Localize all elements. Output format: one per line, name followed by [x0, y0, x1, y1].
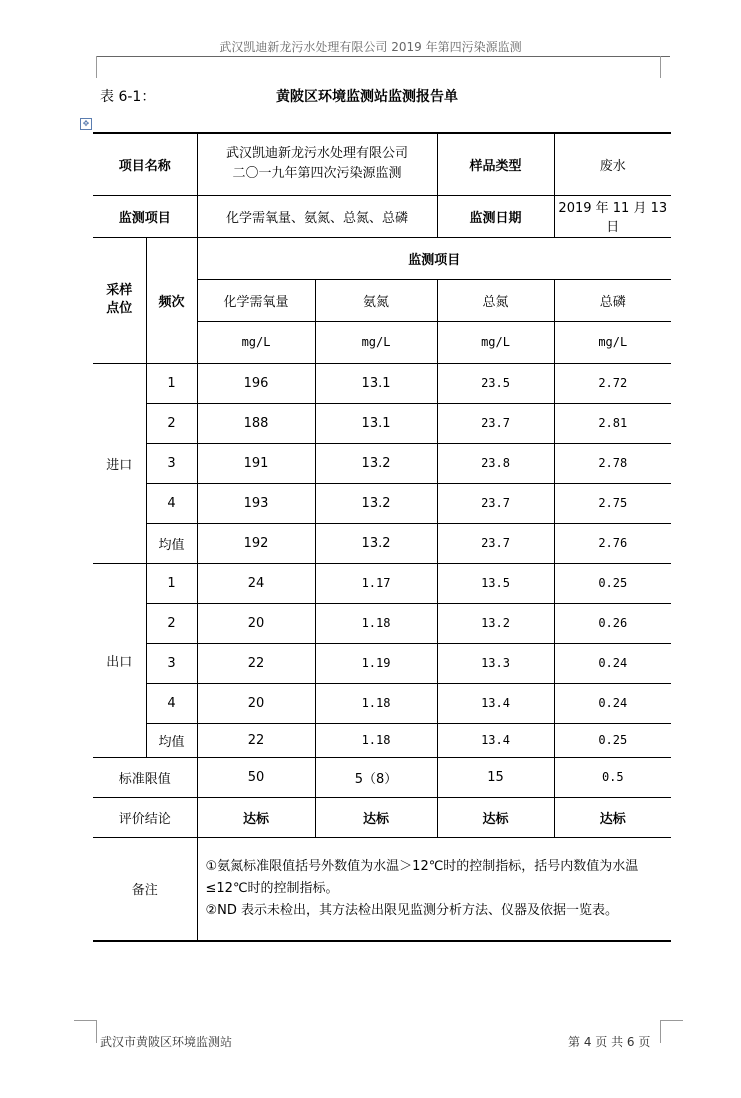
value-cell: 192	[197, 523, 315, 563]
evaluation-value: 达标	[315, 797, 437, 837]
col-header-tn: 总氮	[437, 279, 554, 321]
freq-cell: 1	[146, 363, 197, 403]
value-cell: 1.18	[315, 683, 437, 723]
standard-value: 0.5	[554, 757, 671, 797]
value-cell: 0.25	[554, 563, 671, 603]
value-cell: 191	[197, 443, 315, 483]
value-cell: 13.3	[437, 643, 554, 683]
value-cell: 193	[197, 483, 315, 523]
value-cell: 23.8	[437, 443, 554, 483]
monitor-group-header: 监测项目	[197, 237, 671, 279]
freq-cell: 3	[146, 443, 197, 483]
freq-cell: 1	[146, 563, 197, 603]
value-cell: 1.19	[315, 643, 437, 683]
project-name-value	[197, 133, 437, 195]
value-cell: 1.18	[315, 723, 437, 757]
value-cell: 13.2	[437, 603, 554, 643]
report-table	[93, 132, 671, 942]
standard-row	[93, 757, 671, 797]
freq-cell: 2	[146, 403, 197, 443]
standard-value: 5（8）	[315, 757, 437, 797]
remark-2: ②ND 表示未检出，其方法检出限见监测分析方法、仪器及依据一览表。	[205, 902, 619, 918]
col-header-ammonia: 氨氮	[315, 279, 437, 321]
value-cell: 0.24	[554, 643, 671, 683]
value-cell: 2.76	[554, 523, 671, 563]
footer-page-number: 第 4 页 共 6 页	[568, 1035, 651, 1049]
table-row	[93, 403, 671, 443]
value-cell: 22	[197, 723, 315, 757]
table-row	[93, 523, 671, 563]
freq-cell: 2	[146, 603, 197, 643]
table-move-handle-icon[interactable]: ✥	[80, 118, 92, 130]
freq-cell: 3	[146, 643, 197, 683]
crop-mark-bottom-right	[660, 1020, 683, 1043]
standard-value: 15	[437, 757, 554, 797]
evaluation-row	[93, 797, 671, 837]
value-cell: 23.7	[437, 403, 554, 443]
value-cell: 13.2	[315, 443, 437, 483]
project-row	[93, 133, 671, 195]
value-cell: 2.75	[554, 483, 671, 523]
table-row	[93, 443, 671, 483]
value-cell: 1.17	[315, 563, 437, 603]
project-name-label: 项目名称	[93, 133, 197, 195]
unit-tp: mg/L	[554, 321, 671, 363]
report-title: 黄陂区环境监测站监测报告单	[276, 89, 458, 105]
value-cell: 13.1	[315, 363, 437, 403]
evaluation-value: 达标	[554, 797, 671, 837]
remarks-row	[93, 837, 671, 941]
value-cell: 13.2	[315, 483, 437, 523]
table-row	[93, 683, 671, 723]
value-cell: 13.5	[437, 563, 554, 603]
freq-cell: 4	[146, 483, 197, 523]
table-row	[93, 363, 671, 403]
table-row	[93, 603, 671, 643]
project-name-line2: 二〇一九年第四次污染源监测	[232, 166, 402, 182]
col-header-cod: 化学需氧量	[197, 279, 315, 321]
sample-type-label: 样品类型	[437, 133, 554, 195]
unit-ammonia: mg/L	[315, 321, 437, 363]
table-row	[93, 723, 671, 757]
footer-org: 武汉市黄陂区环境监测站	[100, 1035, 233, 1049]
header-rule	[96, 56, 670, 57]
evaluation-label: 评价结论	[93, 797, 197, 837]
table-row	[93, 563, 671, 603]
freq-cell: 4	[146, 683, 197, 723]
remarks-content	[197, 837, 671, 941]
value-cell: 13.1	[315, 403, 437, 443]
crop-mark-bottom-left	[74, 1020, 97, 1043]
project-name-line1: 武汉凯迪新龙污水处理有限公司	[226, 146, 409, 162]
value-cell: 0.24	[554, 683, 671, 723]
monitor-items-value: 化学需氧量、氨氮、总氮、总磷	[197, 195, 437, 237]
value-cell: 13.4	[437, 683, 554, 723]
value-cell: 1.18	[315, 603, 437, 643]
evaluation-value: 达标	[197, 797, 315, 837]
site-header: 采样 点位	[93, 237, 146, 363]
monitor-items-label: 监测项目	[93, 195, 197, 237]
monitor-date-label: 监测日期	[437, 195, 554, 237]
value-cell: 20	[197, 683, 315, 723]
value-cell: 0.25	[554, 723, 671, 757]
crop-mark-top-left	[74, 56, 97, 78]
inlet-label: 进口	[93, 363, 146, 563]
col-header-tp: 总磷	[554, 279, 671, 321]
unit-cod: mg/L	[197, 321, 315, 363]
value-cell: 2.81	[554, 403, 671, 443]
table-row	[93, 643, 671, 683]
outlet-label: 出口	[93, 563, 146, 757]
crop-mark-top-right	[660, 56, 683, 78]
items-row	[93, 195, 671, 237]
freq-cell: 均值	[146, 723, 197, 757]
freq-cell: 均值	[146, 523, 197, 563]
evaluation-value: 达标	[437, 797, 554, 837]
header-row-1	[93, 237, 671, 279]
monitor-date-value: 2019 年 11 月 13 日	[554, 195, 671, 237]
value-cell: 20	[197, 603, 315, 643]
running-header: 武汉凯迪新龙污水处理有限公司 2019 年第四污染源监测	[219, 40, 522, 54]
standard-value: 50	[197, 757, 315, 797]
standard-label: 标准限值	[93, 757, 197, 797]
value-cell: 2.78	[554, 443, 671, 483]
value-cell: 23.5	[437, 363, 554, 403]
value-cell: 23.7	[437, 483, 554, 523]
value-cell: 0.26	[554, 603, 671, 643]
table-number: 表 6-1：	[100, 89, 156, 105]
remark-1: ①氨氮标准限值括号外数值为水温＞12℃时的控制指标，括号内数值为水温≤12℃时的控制指标。	[205, 858, 639, 896]
sample-type-value: 废水	[554, 133, 671, 195]
value-cell: 196	[197, 363, 315, 403]
value-cell: 13.4	[437, 723, 554, 757]
table-row	[93, 483, 671, 523]
value-cell: 24	[197, 563, 315, 603]
value-cell: 22	[197, 643, 315, 683]
remarks-label: 备注	[93, 837, 197, 941]
unit-tn: mg/L	[437, 321, 554, 363]
value-cell: 23.7	[437, 523, 554, 563]
value-cell: 188	[197, 403, 315, 443]
freq-header: 频次	[146, 237, 197, 363]
value-cell: 13.2	[315, 523, 437, 563]
value-cell: 2.72	[554, 363, 671, 403]
